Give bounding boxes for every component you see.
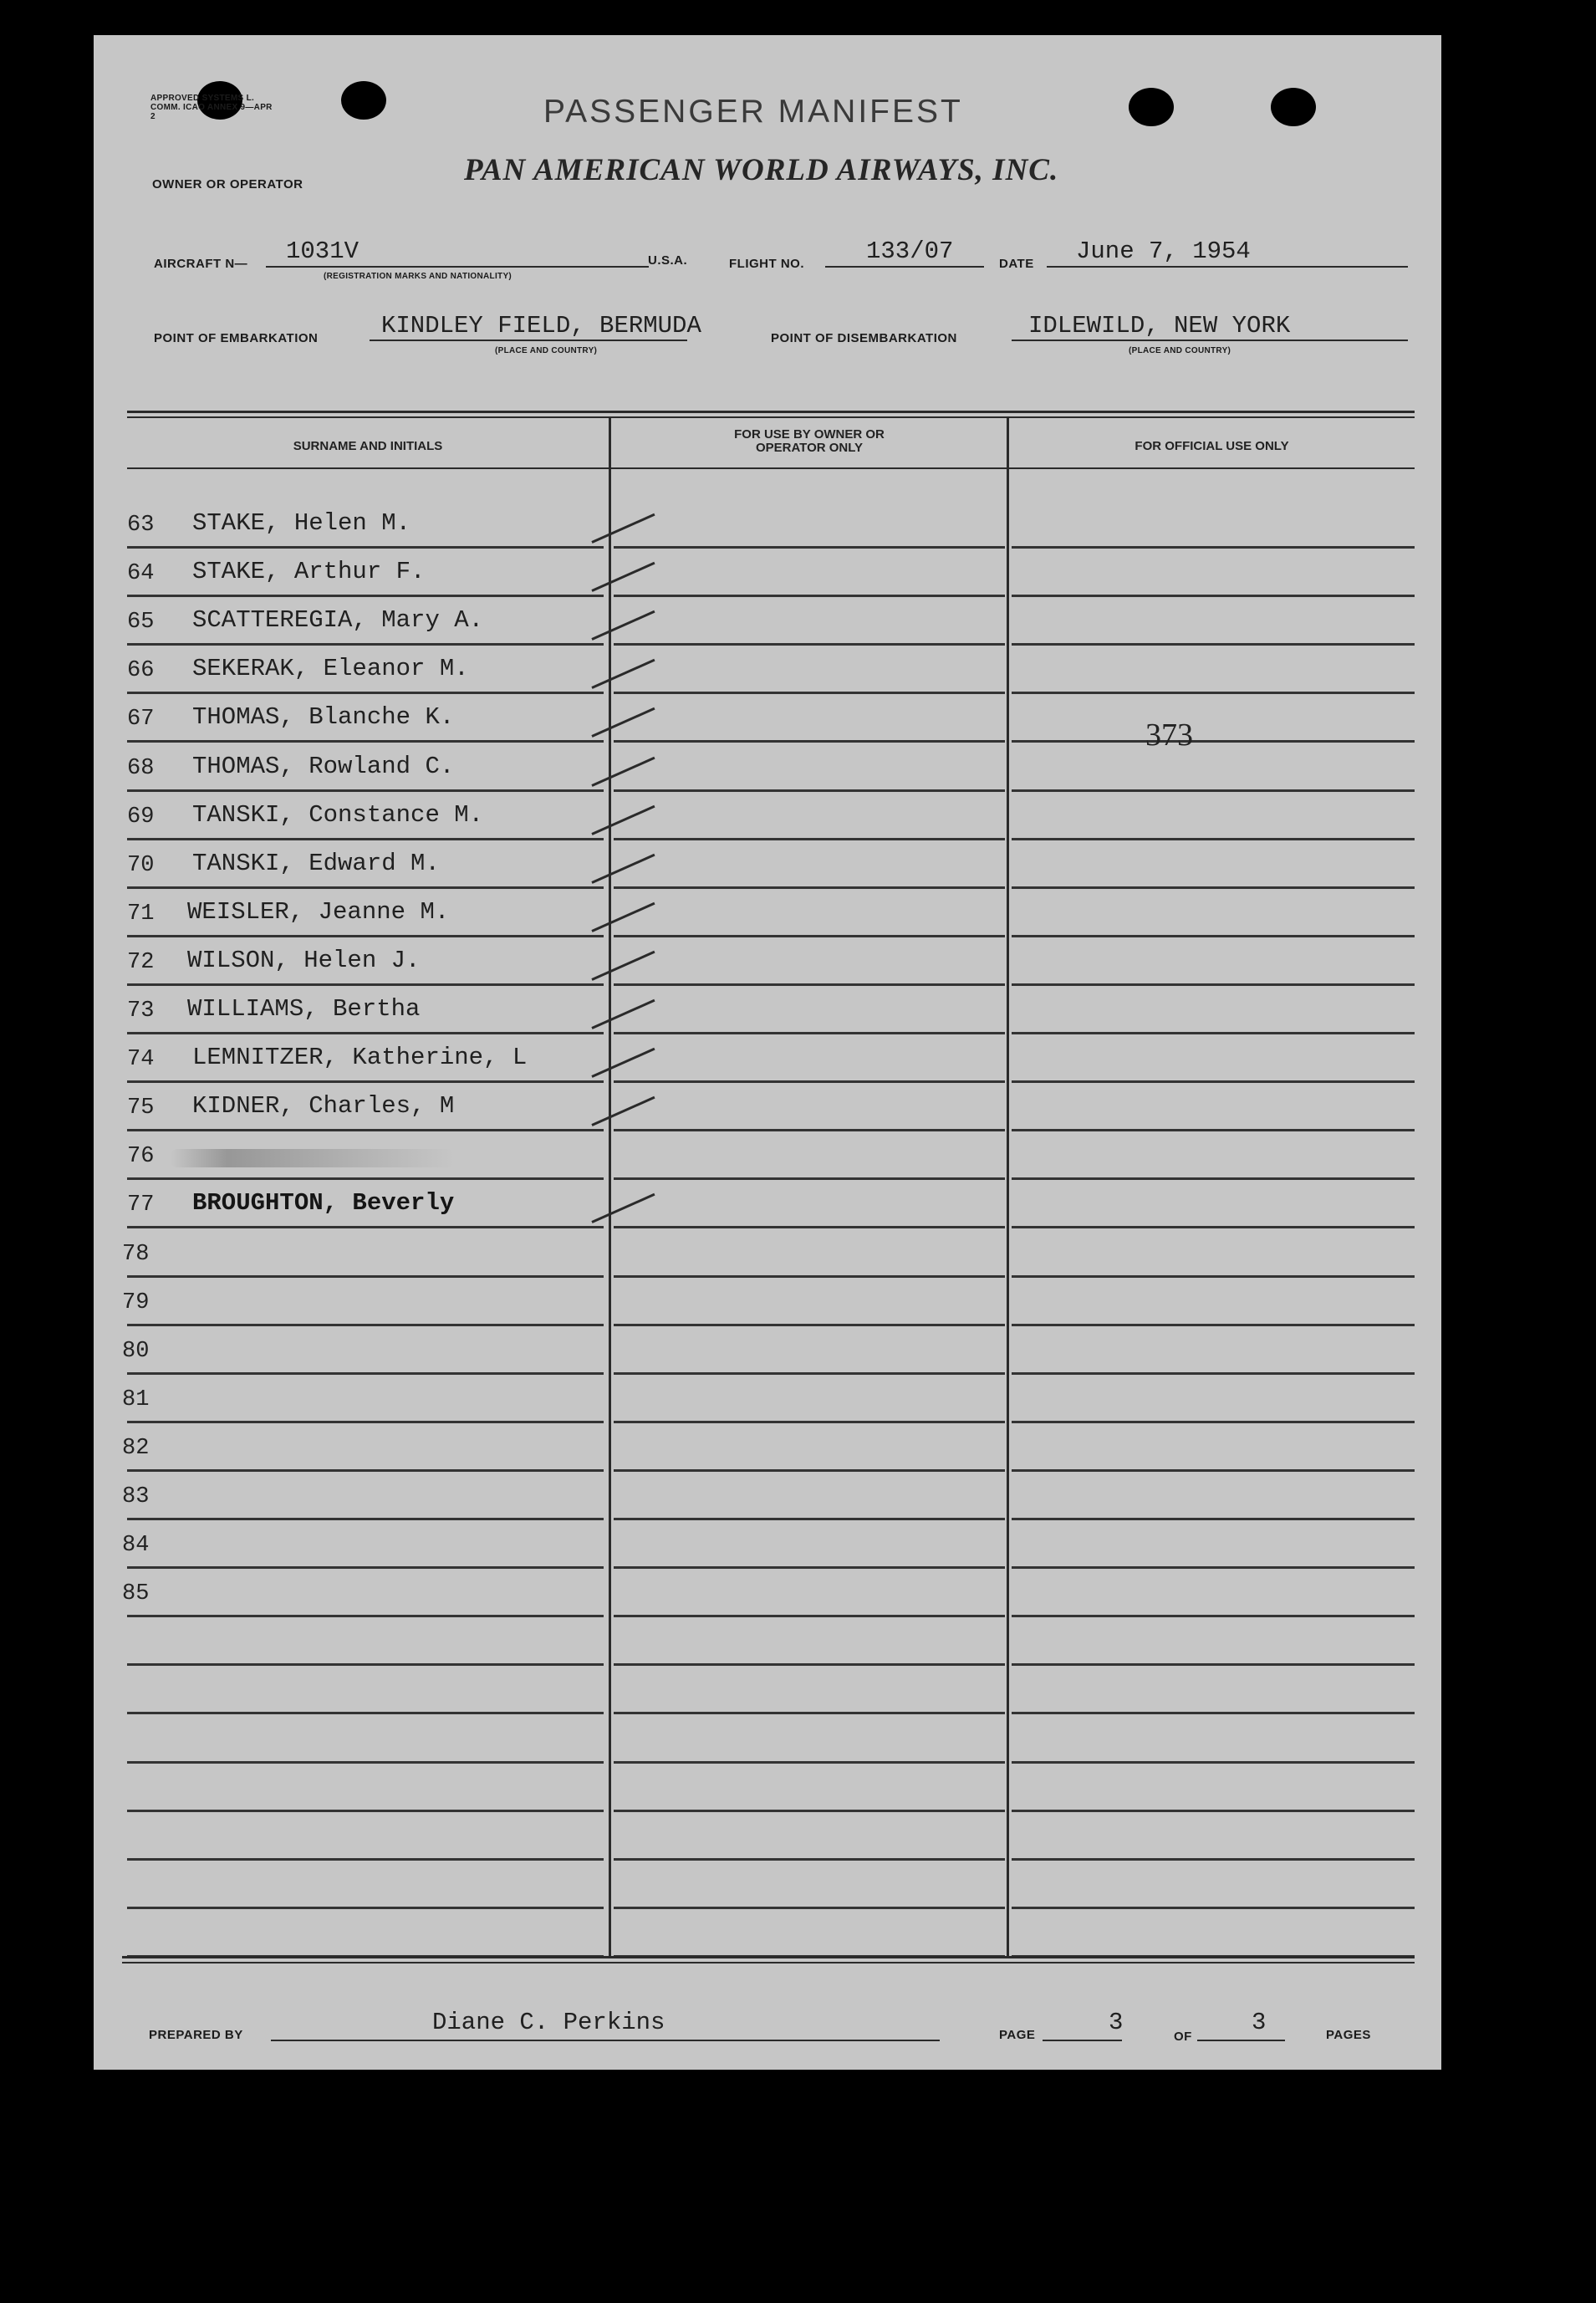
passenger-name: KIDNER, Charles, M: [192, 1092, 455, 1121]
prepared-value: Diane C. Perkins: [432, 2009, 665, 2036]
passenger-name: SCATTEREGIA, Mary A.: [192, 606, 484, 635]
row-number: 77: [127, 1192, 155, 1218]
blank-row-line: [1012, 1712, 1415, 1714]
official-cell-line: [1012, 1177, 1415, 1180]
check-mark: [591, 562, 655, 592]
table-top-rule: [127, 411, 1415, 413]
name-cell-line: [127, 886, 604, 889]
passenger-name: SEKERAK, Eleanor M.: [192, 655, 469, 683]
prepared-label: PREPARED BY: [149, 2028, 243, 2042]
passenger-name: TANSKI, Edward M.: [192, 849, 440, 877]
row-number: 63: [127, 513, 155, 538]
name-cell-line: [127, 789, 604, 792]
owner-cell-line: [614, 838, 1005, 840]
name-cell-line: [127, 1226, 604, 1228]
official-cell-line: [1012, 1080, 1415, 1083]
owner-cell-line: [614, 692, 1005, 694]
aircraft-label: AIRCRAFT N—: [154, 257, 248, 271]
disembark-caption: (PLACE AND COUNTRY): [1129, 346, 1231, 355]
page-value: 3: [1109, 2009, 1124, 2036]
blank-row-line: [614, 1858, 1005, 1861]
punch-hole: [1271, 88, 1316, 126]
official-cell-line: [1012, 643, 1415, 646]
official-cell-line: [1012, 1469, 1415, 1472]
passenger-name: STAKE, Helen M.: [192, 509, 411, 537]
check-mark: [591, 1096, 655, 1126]
owner-cell-line: [614, 1469, 1005, 1472]
row-number: 81: [122, 1386, 150, 1412]
flight-underline: [825, 266, 984, 268]
owner-cell-line: [614, 595, 1005, 597]
official-cell-line: [1012, 1032, 1415, 1034]
row-number: 64: [127, 561, 155, 587]
row-number: 85: [122, 1581, 150, 1607]
disembark-underline: [1012, 340, 1408, 341]
official-cell-line: [1012, 740, 1415, 743]
row-number: 73: [127, 998, 155, 1024]
check-mark: [591, 853, 655, 883]
owner-cell-line: [614, 983, 1005, 986]
blank-row-line: [1012, 1663, 1415, 1666]
official-cell-line: [1012, 692, 1415, 694]
page-underline: [1043, 2040, 1122, 2041]
passenger-name: WILLIAMS, Bertha: [187, 995, 421, 1023]
owner-cell-line: [614, 1275, 1005, 1278]
of-value: 3: [1252, 2009, 1267, 2036]
column-header-official-use: FOR OFFICIAL USE ONLY: [1135, 439, 1289, 453]
row-number: 66: [127, 658, 155, 684]
table-bottom-rule: [122, 1956, 1415, 1958]
aircraft-value: 1031V: [286, 237, 359, 265]
row-number: 80: [122, 1338, 150, 1364]
name-cell-line: [127, 838, 604, 840]
row-number: 67: [127, 707, 155, 733]
owner-cell-line: [614, 1324, 1005, 1326]
embark-value: KINDLEY FIELD, BERMUDA: [381, 312, 701, 340]
page-label: PAGE: [999, 2028, 1036, 2042]
official-cell-line: [1012, 1518, 1415, 1520]
usa-label: U.S.A.: [648, 253, 688, 268]
row-number: 84: [122, 1533, 150, 1559]
owner-cell-line: [614, 1177, 1005, 1180]
name-cell-line: [127, 1372, 604, 1375]
passenger-name: WILSON, Helen J.: [187, 946, 421, 974]
check-mark: [591, 756, 655, 786]
row-number: 83: [122, 1484, 150, 1509]
airline-name: PAN AMERICAN WORLD AIRWAYS, INC.: [464, 153, 1059, 187]
name-cell-line: [127, 1032, 604, 1034]
manifest-sheet: [94, 35, 1441, 2070]
approval-note: APPROVED SYSTEMS L. COMM. ICAO ANNEX 9—APR 2: [150, 94, 273, 121]
date-underline: [1047, 266, 1408, 268]
check-mark: [591, 707, 655, 738]
owner-cell-line: [614, 1372, 1005, 1375]
owner-cell-line: [614, 740, 1005, 743]
passenger-name: TANSKI, Constance M.: [192, 800, 484, 829]
name-cell-line: [127, 1518, 604, 1520]
name-cell-line: [127, 1421, 604, 1423]
blank-row-line: [614, 1712, 1005, 1714]
owner-cell-line: [614, 1129, 1005, 1131]
registration-caption: (REGISTRATION MARKS AND NATIONALITY): [324, 272, 512, 281]
name-cell-line: [127, 692, 604, 694]
blank-row-line: [127, 1663, 604, 1666]
owner-cell-line: [614, 1226, 1005, 1228]
check-mark: [591, 1048, 655, 1078]
official-cell-line: [1012, 1129, 1415, 1131]
punch-hole: [341, 81, 386, 120]
official-cell-line: [1012, 1324, 1415, 1326]
official-cell-line: [1012, 1226, 1415, 1228]
blank-row-line: [1012, 1761, 1415, 1764]
official-cell-line: [1012, 1275, 1415, 1278]
passenger-name: BROUGHTON, Beverly: [192, 1189, 455, 1218]
passenger-name: THOMAS, Blanche K.: [192, 703, 455, 732]
name-cell-line: [127, 983, 604, 986]
owner-label: OWNER OR OPERATOR: [152, 177, 303, 191]
column-header-surname: SURNAME AND INITIALS: [293, 439, 443, 453]
official-cell-line: [1012, 886, 1415, 889]
date-label: DATE: [999, 257, 1034, 271]
aircraft-underline: [266, 266, 649, 268]
embark-label: POINT OF EMBARKATION: [154, 331, 319, 345]
erased-entry: [171, 1149, 455, 1167]
official-cell-line: [1012, 983, 1415, 986]
name-cell-line: [127, 1080, 604, 1083]
column-divider: [1007, 418, 1009, 1957]
prepared-underline: [271, 2040, 940, 2041]
name-cell-line: [127, 1177, 604, 1180]
official-cell-line: [1012, 1421, 1415, 1423]
name-cell-line: [127, 643, 604, 646]
row-number: 75: [127, 1095, 155, 1121]
blank-row-line: [614, 1761, 1005, 1764]
owner-cell-line: [614, 886, 1005, 889]
official-cell-line: [1012, 1566, 1415, 1569]
row-number: 71: [127, 901, 155, 927]
flight-label: FLIGHT NO.: [729, 257, 804, 271]
blank-row-line: [127, 1761, 604, 1764]
blank-row-line: [127, 1810, 604, 1812]
official-cell-line: [1012, 595, 1415, 597]
row-number: 70: [127, 852, 155, 878]
owner-cell-line: [614, 1080, 1005, 1083]
name-cell-line: [127, 935, 604, 937]
blank-row-line: [614, 1663, 1005, 1666]
table-top-rule: [127, 416, 1415, 418]
row-number: 74: [127, 1047, 155, 1073]
of-label: OF: [1174, 2030, 1192, 2044]
name-cell-line: [127, 1566, 604, 1569]
blank-row-line: [127, 1712, 604, 1714]
passenger-name: LEMNITZER, Katherine, L: [192, 1044, 528, 1072]
passenger-name: STAKE, Arthur F.: [192, 558, 426, 586]
pages-label: PAGES: [1326, 2028, 1371, 2042]
passenger-name: WEISLER, Jeanne M.: [187, 897, 450, 926]
owner-cell-line: [614, 1032, 1005, 1034]
owner-cell-line: [614, 935, 1005, 937]
check-mark: [591, 804, 655, 835]
blank-row-line: [614, 1907, 1005, 1909]
owner-cell-line: [614, 1615, 1005, 1617]
owner-cell-line: [614, 1566, 1005, 1569]
embark-caption: (PLACE AND COUNTRY): [495, 346, 598, 355]
date-value: June 7, 1954: [1076, 237, 1251, 265]
check-mark: [591, 902, 655, 932]
name-cell-line: [127, 740, 604, 743]
name-cell-line: [127, 1324, 604, 1326]
row-number: 82: [122, 1435, 150, 1461]
of-underline: [1197, 2040, 1285, 2041]
table-bottom-rule: [122, 1962, 1415, 1963]
name-cell-line: [127, 595, 604, 597]
punch-hole: [1129, 88, 1174, 126]
name-cell-line: [127, 1275, 604, 1278]
owner-cell-line: [614, 1518, 1005, 1520]
row-number: 78: [122, 1241, 150, 1267]
row-number: 72: [127, 949, 155, 975]
owner-cell-line: [614, 1421, 1005, 1423]
blank-row-line: [614, 1810, 1005, 1812]
name-cell-line: [127, 1615, 604, 1617]
row-number: 76: [127, 1144, 155, 1170]
name-cell-line: [127, 1129, 604, 1131]
official-cell-line: [1012, 789, 1415, 792]
official-cell-line: [1012, 546, 1415, 549]
header-rule: [127, 467, 1415, 469]
name-cell-line: [127, 546, 604, 549]
flight-value: 133/07: [866, 237, 954, 265]
column-header-owner-use: FOR USE BY OWNER OR OPERATOR ONLY: [734, 427, 885, 455]
check-mark: [591, 659, 655, 689]
row-number: 79: [122, 1289, 150, 1315]
passenger-name: THOMAS, Rowland C.: [192, 752, 455, 780]
check-mark: [591, 951, 655, 981]
official-cell-line: [1012, 1615, 1415, 1617]
blank-row-line: [1012, 1810, 1415, 1812]
row-number: 65: [127, 610, 155, 636]
blank-row-line: [127, 1907, 604, 1909]
owner-cell-line: [614, 643, 1005, 646]
disembark-label: POINT OF DISEMBARKATION: [771, 331, 957, 345]
check-mark: [591, 610, 655, 641]
official-cell-line: [1012, 1372, 1415, 1375]
official-cell-line: [1012, 838, 1415, 840]
row-number: 68: [127, 755, 155, 781]
page-title: PASSENGER MANIFEST: [543, 94, 963, 130]
name-cell-line: [127, 1469, 604, 1472]
column-divider: [609, 418, 611, 1957]
owner-cell-line: [614, 789, 1005, 792]
check-mark: [591, 1193, 655, 1223]
blank-row-line: [1012, 1907, 1415, 1909]
blank-row-line: [1012, 1858, 1415, 1861]
owner-cell-line: [614, 546, 1005, 549]
official-cell-line: [1012, 935, 1415, 937]
check-mark: [591, 999, 655, 1029]
embark-underline: [370, 340, 687, 341]
disembark-value: IDLEWILD, NEW YORK: [1028, 312, 1291, 340]
official-note: 373: [1145, 717, 1193, 753]
check-mark: [591, 513, 655, 544]
row-number: 69: [127, 804, 155, 830]
blank-row-line: [127, 1858, 604, 1861]
